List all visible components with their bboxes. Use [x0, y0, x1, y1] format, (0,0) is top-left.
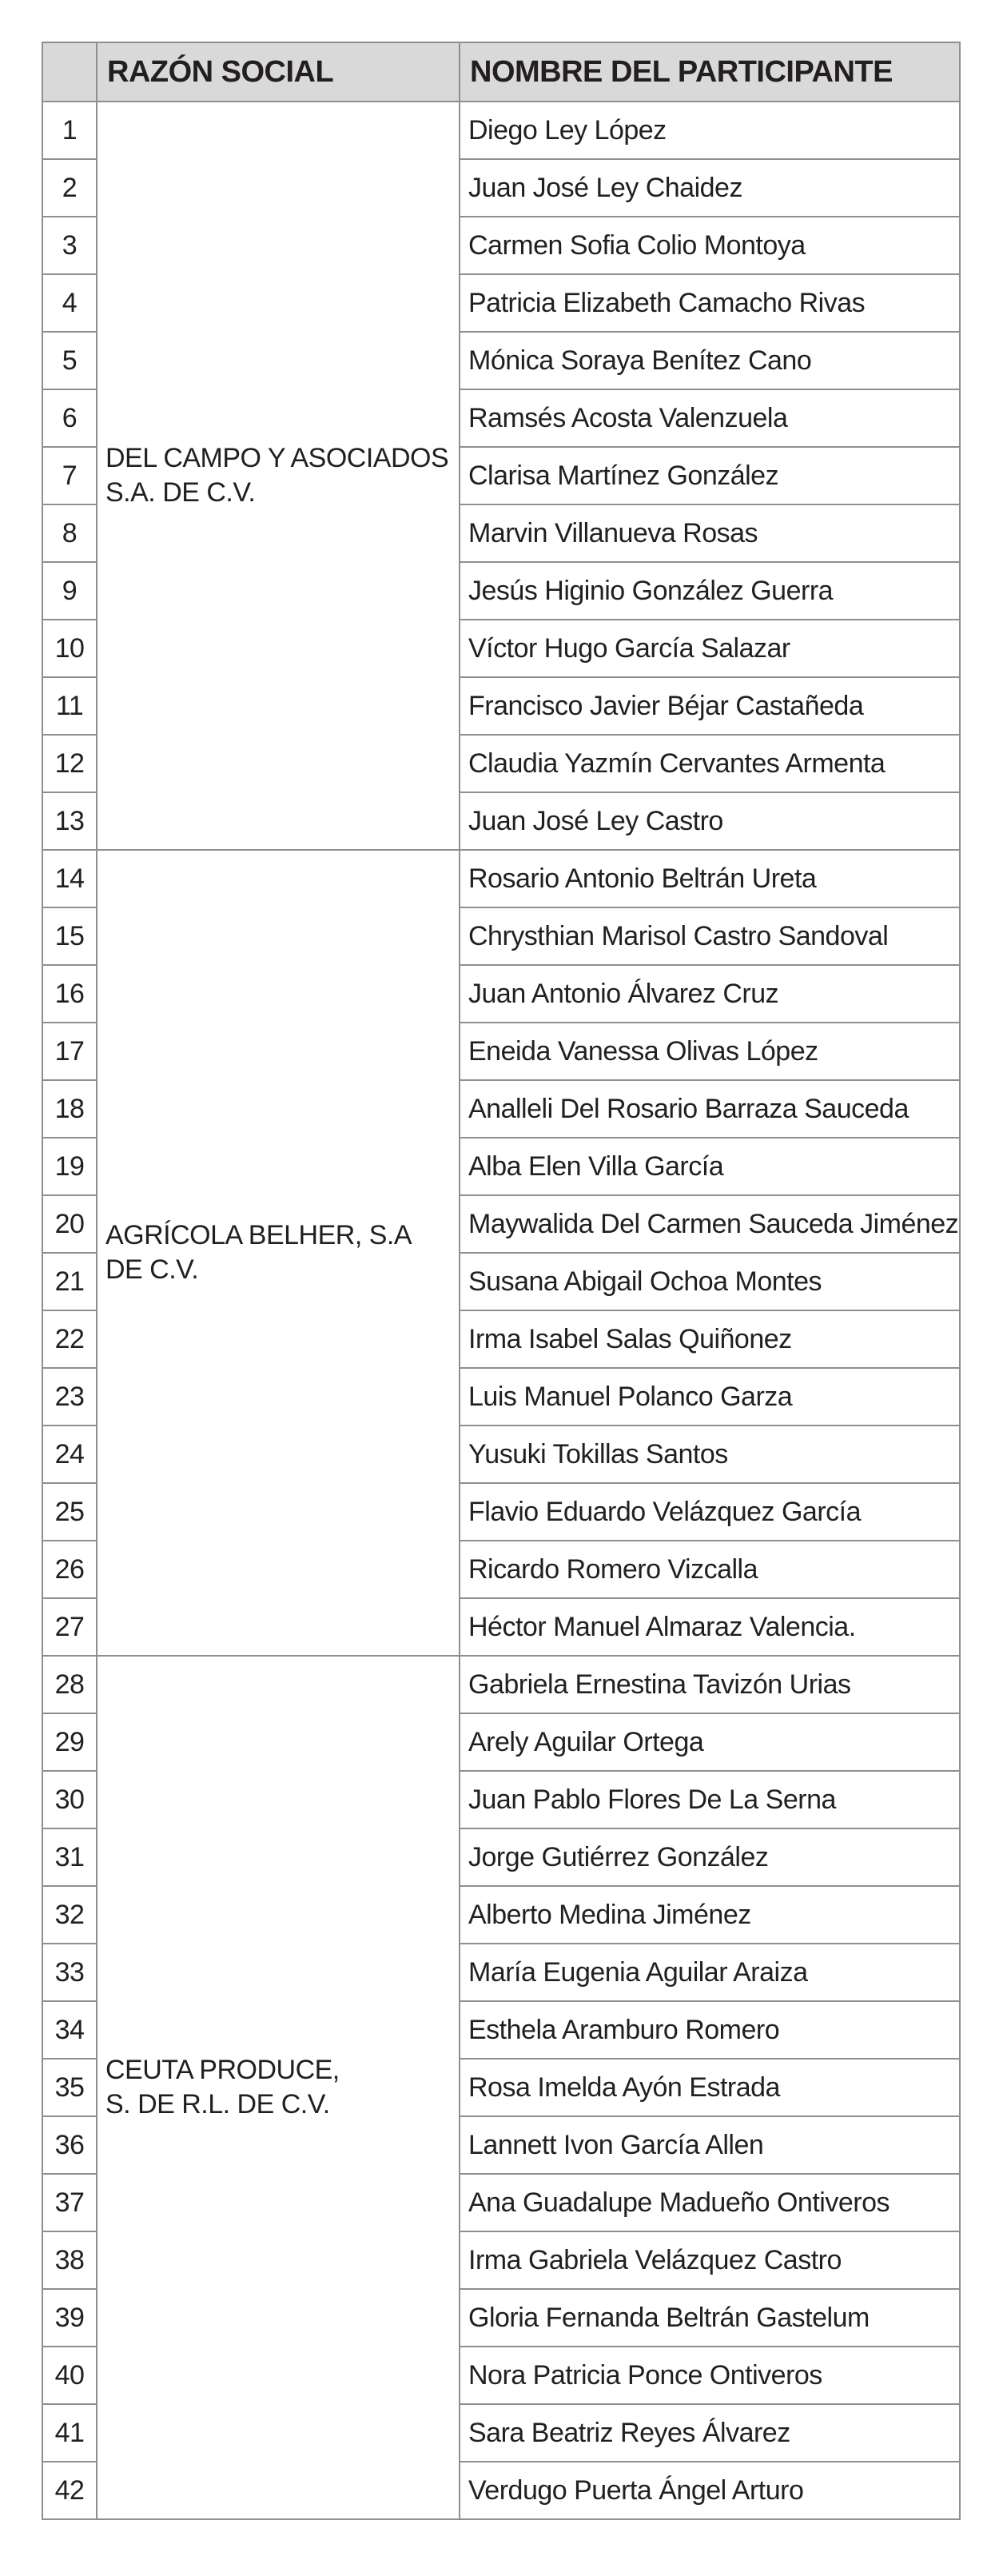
- row-number: 12: [42, 735, 97, 792]
- row-number: 3: [42, 217, 97, 274]
- participant-name: Arely Aguilar Ortega: [460, 1713, 960, 1771]
- participant-name: Ana Guadalupe Madueño Ontiveros: [460, 2174, 960, 2231]
- row-number: 40: [42, 2347, 97, 2404]
- row-number: 22: [42, 1310, 97, 1368]
- participant-name: Juan Antonio Álvarez Cruz: [460, 965, 960, 1023]
- participant-name: Héctor Manuel Almaraz Valencia.: [460, 1598, 960, 1656]
- company-name-line: S.A. DE C.V.: [105, 477, 256, 508]
- participant-name: Juan Pablo Flores De La Serna: [460, 1771, 960, 1828]
- participant-name: Flavio Eduardo Velázquez García: [460, 1483, 960, 1541]
- participant-name: María Eugenia Aguilar Araiza: [460, 1944, 960, 2001]
- row-number: 36: [42, 2116, 97, 2174]
- row-number: 19: [42, 1138, 97, 1195]
- row-number: 6: [42, 389, 97, 447]
- participant-name: Sara Beatriz Reyes Álvarez: [460, 2404, 960, 2462]
- company-name-line: CEUTA PRODUCE,: [105, 2055, 340, 2085]
- participant-name: Susana Abigail Ochoa Montes: [460, 1253, 960, 1310]
- row-number: 1: [42, 102, 97, 159]
- participant-name: Mónica Soraya Benítez Cano: [460, 332, 960, 389]
- row-number: 25: [42, 1483, 97, 1541]
- participant-name: Nora Patricia Ponce Ontiveros: [460, 2347, 960, 2404]
- participant-name: Juan José Ley Chaidez: [460, 159, 960, 217]
- participant-name: Juan José Ley Castro: [460, 792, 960, 850]
- row-number: 21: [42, 1253, 97, 1310]
- column-header-number: [42, 42, 97, 102]
- row-number: 10: [42, 620, 97, 677]
- company-name-cell: [97, 102, 460, 850]
- row-number: 23: [42, 1368, 97, 1426]
- row-number: 26: [42, 1541, 97, 1598]
- table-row: [42, 850, 960, 907]
- row-number: 18: [42, 1080, 97, 1138]
- participant-name: Rosario Antonio Beltrán Ureta: [460, 850, 960, 907]
- row-number: 39: [42, 2289, 97, 2347]
- participant-name: Analleli Del Rosario Barraza Sauceda: [460, 1080, 960, 1138]
- row-number: 35: [42, 2059, 97, 2116]
- participant-name: Diego Ley López: [460, 102, 960, 159]
- participant-name: Ramsés Acosta Valenzuela: [460, 389, 960, 447]
- participant-name: Marvin Villanueva Rosas: [460, 504, 960, 562]
- participant-name: Yusuki Tokillas Santos: [460, 1426, 960, 1483]
- participant-name: Lannett Ivon García Allen: [460, 2116, 960, 2174]
- column-header-company: RAZÓN SOCIAL: [97, 42, 460, 102]
- table-row: [42, 1656, 960, 1713]
- table-row: [42, 102, 960, 159]
- row-number: 33: [42, 1944, 97, 2001]
- row-number: 37: [42, 2174, 97, 2231]
- row-number: 29: [42, 1713, 97, 1771]
- participant-name: Gabriela Ernestina Tavizón Urias: [460, 1656, 960, 1713]
- participant-name: Jorge Gutiérrez González: [460, 1828, 960, 1886]
- participant-name: Gloria Fernanda Beltrán Gastelum: [460, 2289, 960, 2347]
- row-number: 14: [42, 850, 97, 907]
- participant-name: Rosa Imelda Ayón Estrada: [460, 2059, 960, 2116]
- row-number: 13: [42, 792, 97, 850]
- row-number: 38: [42, 2231, 97, 2289]
- participant-name: Patricia Elizabeth Camacho Rivas: [460, 274, 960, 332]
- row-number: 27: [42, 1598, 97, 1656]
- participant-name: Claudia Yazmín Cervantes Armenta: [460, 735, 960, 792]
- company-name-cell: [97, 850, 460, 1656]
- participant-name: Irma Gabriela Velázquez Castro: [460, 2231, 960, 2289]
- participant-name: Maywalida Del Carmen Sauceda Jiménez: [460, 1195, 960, 1253]
- row-number: 30: [42, 1771, 97, 1828]
- row-number: 9: [42, 562, 97, 620]
- row-number: 8: [42, 504, 97, 562]
- row-number: 15: [42, 907, 97, 965]
- row-number: 11: [42, 677, 97, 735]
- participant-name: Luis Manuel Polanco Garza: [460, 1368, 960, 1426]
- company-name-cell: [97, 1656, 460, 2519]
- row-number: 4: [42, 274, 97, 332]
- participant-name: Alberto Medina Jiménez: [460, 1886, 960, 1944]
- row-number: 31: [42, 1828, 97, 1886]
- row-number: 41: [42, 2404, 97, 2462]
- participant-name: Jesús Higinio González Guerra: [460, 562, 960, 620]
- participant-name: Irma Isabel Salas Quiñonez: [460, 1310, 960, 1368]
- participant-name: Chrysthian Marisol Castro Sandoval: [460, 907, 960, 965]
- row-number: 2: [42, 159, 97, 217]
- row-number: 24: [42, 1426, 97, 1483]
- row-number: 7: [42, 447, 97, 504]
- company-name-line: AGRÍCOLA BELHER, S.A DE C.V.: [105, 1220, 411, 1285]
- participant-name: Eneida Vanessa Olivas López: [460, 1023, 960, 1080]
- company-name-line: DEL CAMPO Y ASOCIADOS: [105, 443, 449, 473]
- participant-name: Clarisa Martínez González: [460, 447, 960, 504]
- column-header-participant: NOMBRE DEL PARTICIPANTE: [460, 42, 960, 102]
- row-number: 16: [42, 965, 97, 1023]
- participant-name: Ricardo Romero Vizcalla: [460, 1541, 960, 1598]
- table-body: [42, 102, 960, 2519]
- participant-name: Carmen Sofia Colio Montoya: [460, 217, 960, 274]
- participant-name: Alba Elen Villa García: [460, 1138, 960, 1195]
- participant-name: Francisco Javier Béjar Castañeda: [460, 677, 960, 735]
- participant-name: Víctor Hugo García Salazar: [460, 620, 960, 677]
- participants-table: [42, 42, 961, 2520]
- row-number: 32: [42, 1886, 97, 1944]
- row-number: 17: [42, 1023, 97, 1080]
- participant-name: Verdugo Puerta Ángel Arturo: [460, 2462, 960, 2519]
- company-name-line: S. DE R.L. DE C.V.: [105, 2089, 330, 2119]
- row-number: 34: [42, 2001, 97, 2059]
- row-number: 28: [42, 1656, 97, 1713]
- table-header-row: [42, 42, 960, 102]
- participant-name: Esthela Aramburo Romero: [460, 2001, 960, 2059]
- row-number: 20: [42, 1195, 97, 1253]
- row-number: 5: [42, 332, 97, 389]
- row-number: 42: [42, 2462, 97, 2519]
